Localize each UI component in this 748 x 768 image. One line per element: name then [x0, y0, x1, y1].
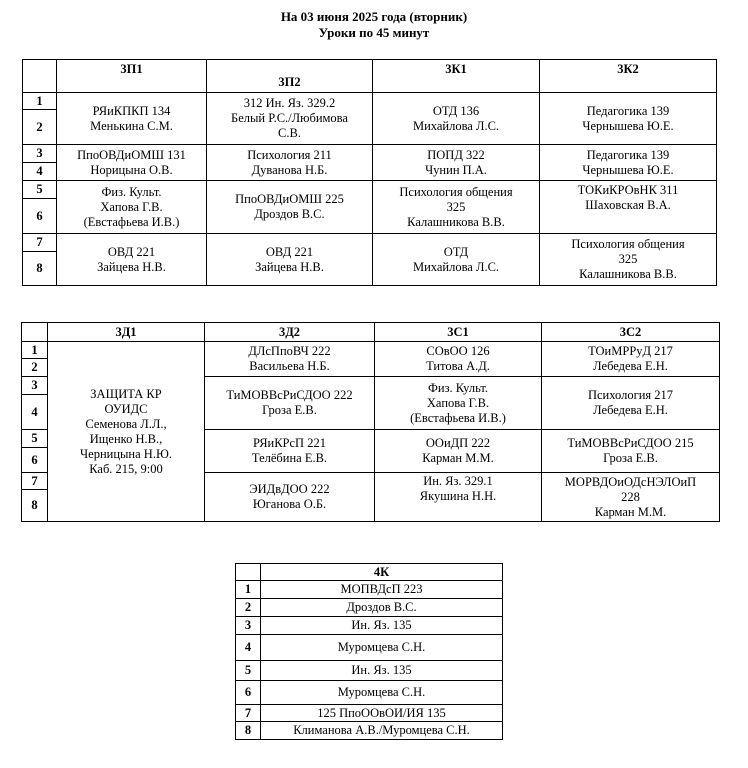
lesson-cell: Психология 211 Дуванова Н.Б.	[207, 145, 373, 181]
lesson-cell: ТОКиКРОвНК 311 Шаховская В.А.	[540, 181, 717, 234]
lesson-number: 8	[22, 490, 48, 522]
lesson-cell: Ин. Яз. 135	[261, 617, 503, 635]
lesson-number: 3	[236, 617, 261, 635]
lesson-number: 7	[22, 473, 48, 490]
lesson-cell: ТиМОВВсРиСДОО 215 Гроза Е.В.	[542, 430, 720, 473]
table-row	[236, 705, 503, 722]
lesson-cell: ОТД 136 Михайлова Л.С.	[373, 93, 540, 145]
lesson-cell: ОВД 221 Зайцева Н.В.	[57, 234, 207, 286]
group-header-3d2: 3Д2	[205, 323, 375, 342]
lesson-cell: ОВД 221 Зайцева Н.В.	[207, 234, 373, 286]
lesson-number: 7	[236, 705, 261, 722]
lesson-cell: ТиМОВВсРиСДОО 222 Гроза Е.В.	[205, 377, 375, 430]
lesson-number: 6	[23, 199, 57, 234]
table-row	[23, 93, 717, 110]
lesson-number: 3	[22, 377, 48, 395]
table-header-row	[23, 60, 717, 93]
lesson-cell: Дроздов В.С.	[261, 599, 503, 617]
lesson-cell: Педагогика 139 Чернышева Ю.Е.	[540, 93, 717, 145]
lesson-cell: Психология общения 325 Калашникова В.В.	[540, 234, 717, 286]
group-header-3s1: 3С1	[375, 323, 542, 342]
table-row	[236, 599, 503, 617]
lesson-cell: ПпоОВДиОМШ 131 Норицына О.В.	[57, 145, 207, 181]
lesson-number: 1	[236, 581, 261, 599]
table-row	[236, 617, 503, 635]
lesson-number: 4	[22, 395, 48, 430]
table-row	[23, 234, 717, 252]
lesson-cell: МОПВДсП 223	[261, 581, 503, 599]
lesson-cell: МОРВДОиОДсНЭЛОиП 228 Карман М.М.	[542, 473, 720, 522]
table-row	[236, 722, 503, 740]
table-row	[236, 635, 503, 661]
corner-cell	[22, 323, 48, 342]
lesson-cell: 312 Ин. Яз. 329.2 Белый Р.С./Любимова С.В.	[207, 93, 373, 145]
lesson-number: 8	[236, 722, 261, 740]
lesson-cell: РЯиКРсП 221 Телёбина Е.В.	[205, 430, 375, 473]
schedule-date-title: На 03 июня 2025 года (вторник)	[280, 9, 468, 24]
lesson-cell: ТОиМРРуД 217 Лебедева Е.Н.	[542, 342, 720, 377]
lesson-cell: Физ. Культ. Хапова Г.В. (Евстафьева И.В.)	[57, 181, 207, 234]
lesson-cell: Психология 217 Лебедева Е.Н.	[542, 377, 720, 430]
group-header-3d1: 3Д1	[48, 323, 205, 342]
lesson-number: 4	[23, 163, 57, 181]
group-header-3p1: 3П1	[57, 60, 207, 93]
lesson-number: 6	[236, 681, 261, 705]
lesson-number: 8	[23, 252, 57, 286]
group-header-3k1: 3К1	[373, 60, 540, 93]
lesson-number: 2	[22, 359, 48, 377]
lesson-cell: ПпоОВДиОМШ 225 Дроздов В.С.	[207, 181, 373, 234]
table-header-row	[236, 564, 503, 581]
lesson-cell: Муромцева С.Н.	[261, 681, 503, 705]
lesson-number: 4	[236, 635, 261, 661]
lesson-cell: СОвОО 126 Титова А.Д.	[375, 342, 542, 377]
lesson-cell: ДЛсПпоВЧ 222 Васильева Н.Б.	[205, 342, 375, 377]
lesson-cell: ОТД Михайлова Л.С.	[373, 234, 540, 286]
schedule-table-3d-3s	[21, 322, 720, 522]
table-row	[236, 661, 503, 681]
schedule-table-3p-3k	[22, 59, 717, 286]
group-header-4k: 4К	[261, 564, 503, 581]
lesson-cell: Психология общения 325 Калашникова В.В.	[373, 181, 540, 234]
table-row	[236, 681, 503, 705]
lesson-number: 1	[23, 93, 57, 110]
table-header-row	[22, 323, 720, 342]
schedule-table-4k	[235, 563, 503, 740]
corner-cell	[236, 564, 261, 581]
lesson-number: 5	[236, 661, 261, 681]
lesson-number: 7	[23, 234, 57, 252]
lesson-cell: Климанова А.В./Муромцева С.Н.	[261, 722, 503, 740]
lesson-cell: Педагогика 139 Чернышева Ю.Е.	[540, 145, 717, 181]
group-header-3s2: 3С2	[542, 323, 720, 342]
lesson-number: 3	[23, 145, 57, 163]
lesson-cell: ЭИДвДОО 222 Юганова О.Б.	[205, 473, 375, 522]
group-header-3k2: 3К2	[540, 60, 717, 93]
table-row	[23, 181, 717, 199]
lesson-number: 2	[23, 110, 57, 145]
table-row	[22, 342, 720, 359]
lesson-duration-title: Уроки по 45 минут	[318, 25, 430, 40]
defense-cell: ЗАЩИТА КР ОУИДС Семенова Л.Л., Ищенко Н.В., Черницына Н.Ю. Каб. 215, 9:00	[48, 342, 205, 522]
lesson-cell: ООиДП 222 Карман М.М.	[375, 430, 542, 473]
lesson-number: 5	[23, 181, 57, 199]
lesson-cell: Муромцева С.Н.	[261, 635, 503, 661]
lesson-number: 2	[236, 599, 261, 617]
lesson-number: 5	[22, 430, 48, 448]
corner-cell	[23, 60, 57, 93]
lesson-number: 6	[22, 448, 48, 473]
lesson-cell: ПОПД 322 Чунин П.А.	[373, 145, 540, 181]
lesson-cell: Ин. Яз. 329.1 Якушина Н.Н.	[375, 473, 542, 522]
lesson-cell: 125 ПпоООвОИ/ИЯ 135	[261, 705, 503, 722]
group-header-3p2: 3П2	[207, 60, 373, 93]
lesson-cell: Ин. Яз. 135	[261, 661, 503, 681]
lesson-cell: Физ. Культ. Хапова Г.В. (Евстафьева И.В.)	[375, 377, 542, 430]
table-row	[236, 581, 503, 599]
table-row	[23, 145, 717, 163]
lesson-number: 1	[22, 342, 48, 359]
lesson-cell: РЯиКПКП 134 Менькина С.М.	[57, 93, 207, 145]
